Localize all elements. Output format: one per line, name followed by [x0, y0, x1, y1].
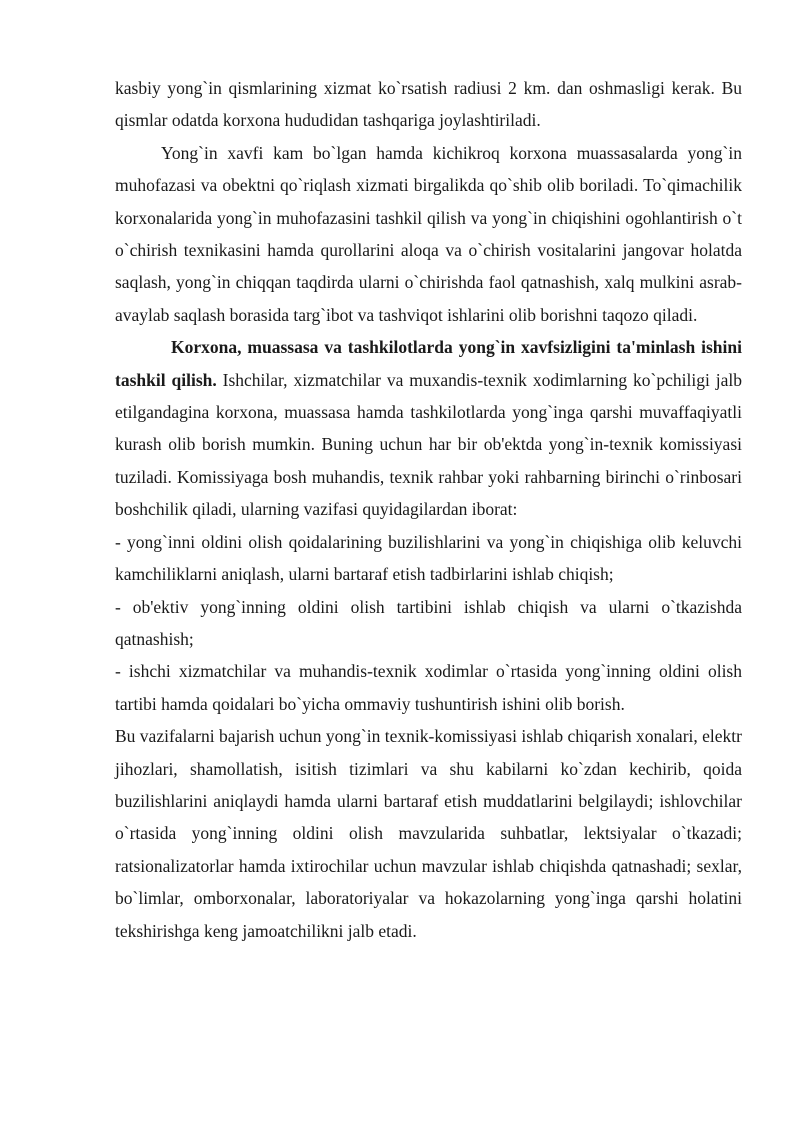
section-body: Ishchilar, xizmatchilar va muxandis-texnik xodimlarning ko`pchiligi jalb etilgandagina korxona, muassasa hamda tashkilotlarda yong`inga qarshi muvaffaqiyatli kurash olib borish mumkin. Buning uchun har bir ob'ektda yong`in-texnik komissiyasi tuziladi. Komissiyaga bosh muhandis, texnik rahbar yoki rahbarning birinchi o`rinbosari boshchilik qiladi, ularning vazifasi quyidagilardan iborat: — [115, 369, 742, 520]
paragraph-commission-duties: Bu vazifalarni bajarish uchun yong`in texnik-komissiyasi ishlab chiqarish xonalari, elektr jihozlari, shamollatish, isitish tizimlari va shu kabilarni ko`zdan kechirib, qoida buzilishlarini aniqlaydi hamda ularni bartaraf etish muddatlarini belgilaydi; ishlovchilar o`rtasida yong`inning oldini olish mavzularida suhbatlar, lektsiyalar o`tkazadi; ratsionalizatorlar hamda ixtirochilar uchun mavzular ishlab chiqishda qatnashadi; sexlar, bo`limlar, omborxonalar, laboratoriyalar va hokazolarning yong`inga qarshi holatini tekshirishga keng jamoatchilikni jalb etadi. — [115, 726, 742, 941]
list-item: - ob'ektiv yong`inning oldini olish tartibini ishlab chiqish va ularni o`tkazishda qatnashish; — [115, 596, 742, 649]
paragraph-fire-protection: Yong`in xavfi kam bo`lgan hamda kichikroq korxona muassasalarda yong`in muhofazasi va obektni qo`riqlash xizmati birgalikda qo`shib olib boriladi. To`qimachilik korxonalarida yong`in muhofazasini tashkil qilish va yong`in chiqishini ogohlantirish o`t o`chirish texnikasini hamda qurollarini aloqa va o`chirish vositalarini jangovar holatda saqlash, yong`in chiqqan taqdirda ularni o`chirishda faol qatnashish, xalq mulkini asrab-avaylab saqlash borasida targ`ibot va tashviqot ishlarini olib borishni taqozo qiladi. — [115, 142, 742, 325]
list-item: - yong`inni oldini olish qoidalarining buzilishlarini va yong`in chiqishiga olib keluvchi kamchiliklarni aniqlash, ularni bartaraf etish tadbirlarini ishlab chiqish; — [115, 531, 742, 585]
paragraph-continuation: kasbiy yong`in qismlarining xizmat ko`rsatish radiusi 2 km. dan oshmasligi kerak. Bu qismlar odatda korxona hududidan tashqariga joylashtiriladi. — [115, 78, 742, 131]
section-heading: Korxona, muassasa va tashkilotlarda yong`in xavfsizligini ta'minlash ishini tashkil qilish. — [115, 337, 742, 390]
paragraph-organization — [115, 331, 742, 525]
document-body — [115, 72, 742, 947]
list-item: - ishchi xizmatchilar va muhandis-texnik xodimlar o`rtasida yong`inning oldini olish tartibi hamda qoidalari bo`yicha ommaviy tushuntirish ishini olib borish. — [115, 661, 742, 714]
